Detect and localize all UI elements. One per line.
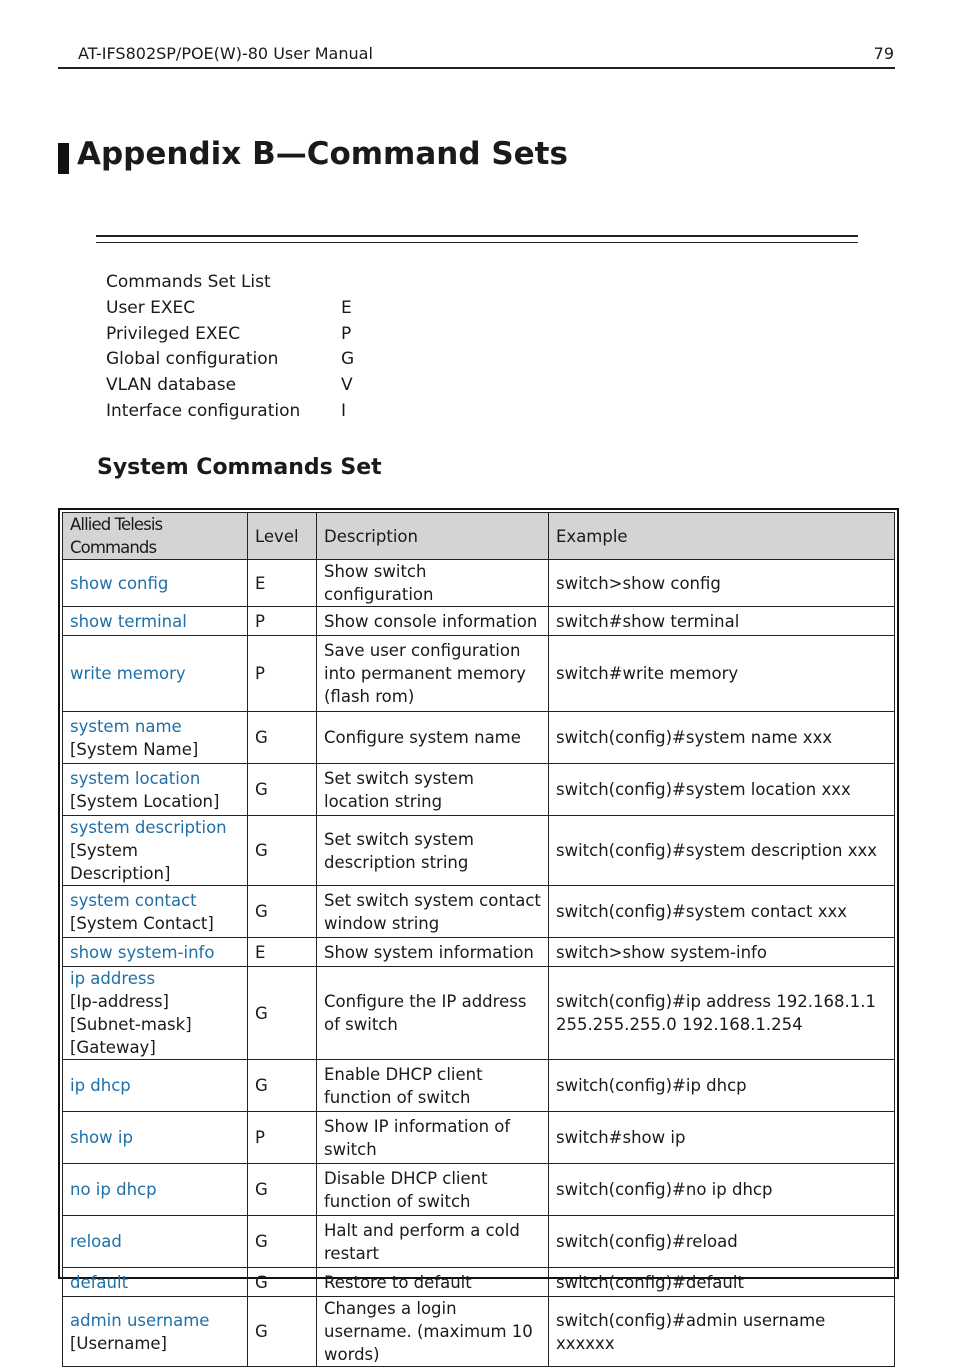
level-cell: G [248,967,317,1060]
description-cell: Configure system name [317,712,549,764]
command-cell [63,967,248,1060]
level-cell: G [248,1297,317,1367]
command-argument: [Ip-address] [Subnet-mask] [Gateway] [70,992,192,1057]
command-cell [63,886,248,938]
command-cell [63,636,248,712]
command-set-list-item [106,399,354,425]
command-argument: [System Location] [70,791,220,811]
command-cell [63,712,248,764]
command-cell [63,816,248,886]
level-cell: E [248,560,317,607]
command-argument: [Username] [70,1333,167,1353]
command-set-name: Privileged EXEC [106,323,241,344]
table-row [63,607,895,636]
example-cell: switch>show system-info [549,938,895,967]
command-link[interactable]: no ip dhcp [70,1180,157,1199]
description-cell: Show switch configuration [317,560,549,607]
command-set-code: E [341,297,352,318]
page-title: Appendix B—Command Sets [77,136,568,172]
command-argument: [System Description] [70,841,171,883]
command-link[interactable]: show ip [70,1128,133,1147]
command-link[interactable]: show terminal [70,611,187,631]
command-cell [63,560,248,607]
command-set-code: G [341,349,355,370]
command-link[interactable]: system name [70,716,182,736]
example-cell: switch>show config [549,560,895,607]
command-set-list-item [106,296,354,322]
title-marker [58,143,69,174]
command-set-code: V [341,375,353,396]
description-cell: Configure the IP address of switch [317,967,549,1060]
level-cell: G [248,816,317,886]
column-header-commands: Allied Telesis Commands [63,513,248,560]
command-link[interactable]: admin username [70,1310,210,1330]
command-set-list-item [106,322,354,348]
system-commands-heading: System Commands Set [97,455,382,480]
table-header-row [63,513,895,560]
command-cell [63,1216,248,1268]
description-cell: Halt and perform a cold restart [317,1216,549,1268]
command-link[interactable]: show system-info [70,942,215,962]
command-set-list-heading: Commands Set List [106,272,271,292]
command-set-name: Interface configuration [106,400,301,421]
system-commands-table [58,508,899,1364]
example-cell: switch#show ip [549,1112,895,1164]
level-cell: P [248,1112,317,1164]
example-cell: switch(config)#admin username xxxxxx [549,1297,895,1367]
description-cell: Enable DHCP client function of switch [317,1060,549,1112]
table-row [63,886,895,938]
example-cell: switch(config)#system location xxx [549,764,895,816]
level-cell: G [248,1268,317,1297]
level-cell: G [248,764,317,816]
level-cell: G [248,1060,317,1112]
command-set-name: User EXEC [106,297,196,318]
command-link[interactable]: system location [70,768,201,788]
command-link[interactable]: system contact [70,890,197,910]
column-header-description: Description [317,513,549,560]
table-row [63,967,895,1060]
command-cell [63,1268,248,1297]
command-link[interactable]: write memory [70,664,186,683]
description-cell: Show console information [317,607,549,636]
command-cell [63,1112,248,1164]
description-cell: Set switch system description string [317,816,549,886]
example-cell: switch(config)#ip dhcp [549,1060,895,1112]
description-cell: Show system information [317,938,549,967]
level-cell: P [248,607,317,636]
command-set-code: I [341,400,347,421]
command-argument: [System Name] [70,739,199,759]
command-set-name: VLAN database [106,375,237,396]
command-link[interactable]: show config [70,573,169,593]
table-row [63,1060,895,1112]
table-row [63,938,895,967]
description-cell: Show IP information of switch [317,1112,549,1164]
example-cell: switch(config)#system contact xxx [549,886,895,938]
table-row [63,1112,895,1164]
description-cell: Changes a login username. (maximum 10 words) [317,1297,549,1367]
example-cell: switch#write memory [549,636,895,712]
command-cell [63,607,248,636]
command-link[interactable]: ip dhcp [70,1076,131,1095]
table-row [63,764,895,816]
section-divider [96,235,858,243]
command-cell [63,1297,248,1367]
command-link[interactable]: system description [70,818,227,837]
example-cell: switch(config)#system name xxx [549,712,895,764]
level-cell: G [248,712,317,764]
column-header-level: Level [248,513,317,560]
level-cell: G [248,886,317,938]
table-row [63,636,895,712]
command-cell [63,764,248,816]
command-set-name: Global configuration [106,349,279,370]
description-cell: Save user configuration into permanent memory (flash rom) [317,636,549,712]
table-row [63,1268,895,1297]
command-link[interactable]: ip address [70,969,156,988]
level-cell: P [248,636,317,712]
command-set-list-item [106,347,354,373]
page-number: 79 [873,44,894,63]
command-cell [63,938,248,967]
column-header-example: Example [549,513,895,560]
level-cell: E [248,938,317,967]
command-cell [63,1060,248,1112]
example-cell: switch(config)#default [549,1268,895,1297]
level-cell: G [248,1164,317,1216]
command-cell [63,1164,248,1216]
command-set-code: P [341,323,352,344]
description-cell: Disable DHCP client function of switch [317,1164,549,1216]
command-link[interactable]: default [70,1272,129,1292]
command-argument: [System Contact] [70,913,214,933]
example-cell: switch(config)#system description xxx [549,816,895,886]
table-row [63,1164,895,1216]
description-cell: Set switch system location string [317,764,549,816]
description-cell: Restore to default [317,1268,549,1297]
command-link[interactable]: reload [70,1232,122,1251]
example-cell: switch#show terminal [549,607,895,636]
description-cell: Set switch system contact window string [317,886,549,938]
example-cell: switch(config)#reload [549,1216,895,1268]
table-row [63,816,895,886]
manual-title: AT-IFS802SP/POE(W)-80 User Manual [78,44,373,63]
table-row [63,712,895,764]
example-cell: switch(config)#no ip dhcp [549,1164,895,1216]
table-row [63,1216,895,1268]
header-divider [58,67,895,69]
command-set-list [106,270,354,425]
level-cell: G [248,1216,317,1268]
table-row [63,1297,895,1367]
example-cell: switch(config)#ip address 192.168.1.1 255.255.255.0 192.168.1.254 [549,967,895,1060]
command-set-list-item [106,373,354,399]
table-row [63,560,895,607]
